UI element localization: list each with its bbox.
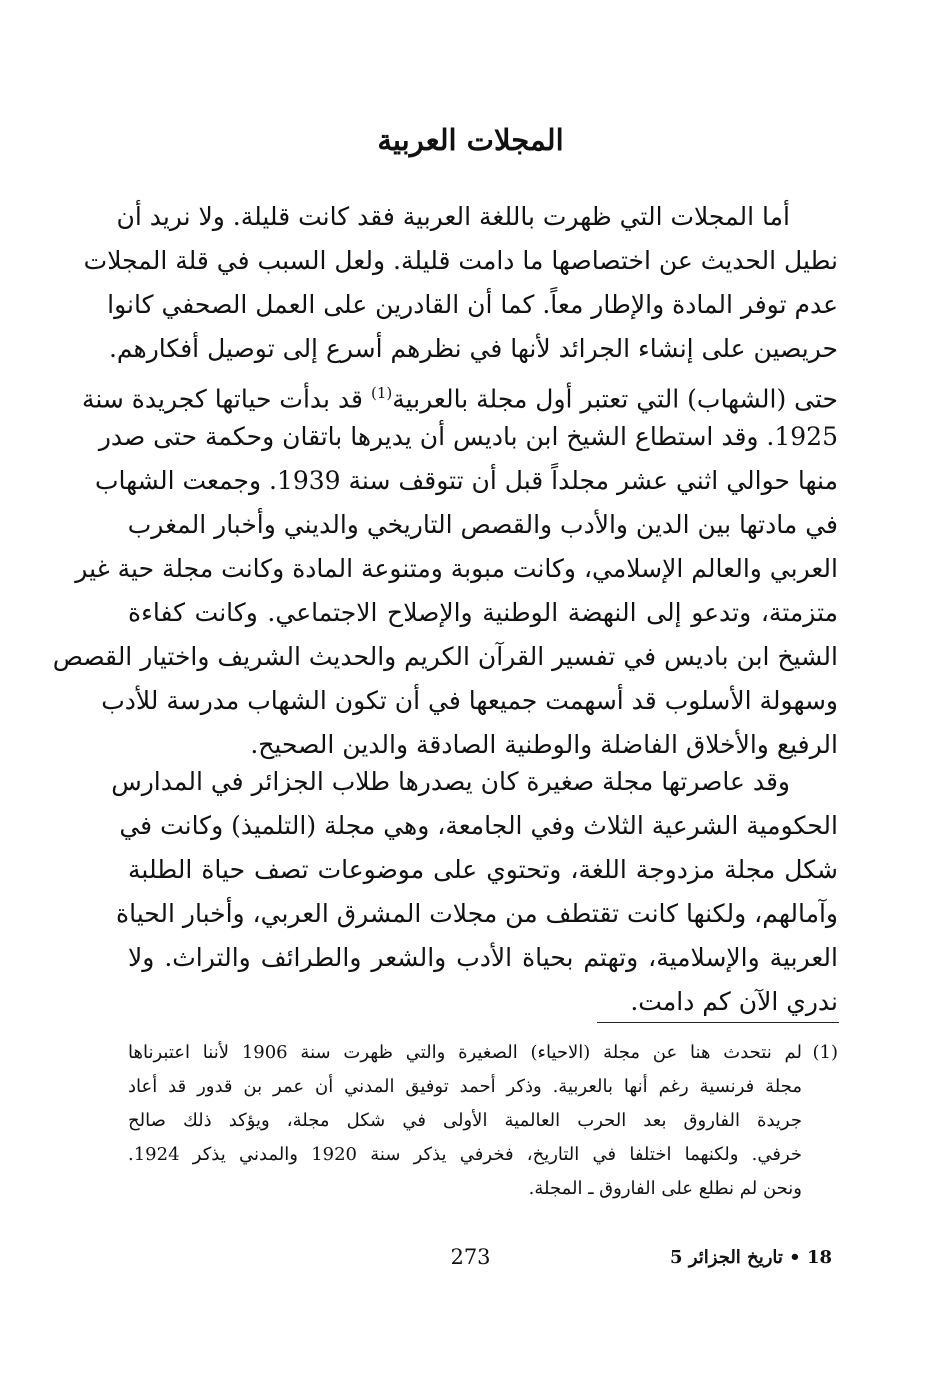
- chapter-heading: المجلات العربية: [377, 123, 564, 157]
- text-line: ندري الآن كم دامت.: [630, 987, 838, 1016]
- footnote-line: ونحن لم نطلع على الفاروق ـ المجلة.: [528, 1178, 802, 1199]
- text-line: الرفيع والأخلاق الفاضلة والوطنية الصادقة والدين الصحيح.: [250, 730, 838, 759]
- text-line: وقد عاصرتها مجلة صغيرة كان يصدرها طلاب الجزائر في المدارس: [111, 767, 790, 796]
- text-line: الحكومية الشرعية الثلاث وفي الجامعة، وهي مجلة (التلميذ) وكانت في: [119, 811, 838, 840]
- text-line: عدم توفر المادة والإطار معاً. كما أن القادرين على العمل الصحفي كانوا: [107, 290, 838, 319]
- footnote-marker: (1): [812, 1042, 838, 1063]
- running-footer: 18 • تاريخ الجزائر 5: [670, 1247, 832, 1268]
- text-line: شكل مجلة مزدوجة اللغة، وتحتوي على موضوعات تصف حياة الطلبة: [128, 855, 838, 884]
- footnote-line: مجلة فرنسية رغم أنها بالعربية. وذكر أحمد توفيق المدني أن عمر بن قدور قد أعاد: [128, 1076, 802, 1097]
- paragraph-2: [111, 760, 838, 1024]
- footnote-line: [128, 1036, 838, 1070]
- footnote-reference[interactable]: (1): [370, 384, 393, 402]
- paragraph-1: [52, 195, 838, 767]
- text-line: متزمتة، وتدعو إلى النهضة الوطنية والإصلاح الاجتماعي. وكانت كفاءة: [128, 598, 838, 627]
- footnote-separator: [597, 1022, 839, 1023]
- footnote-text: لم نتحدث هنا عن مجلة (الاحياء) الصغيرة والتي ظهرت سنة 1906 لأننا اعتبرناها: [128, 1042, 802, 1063]
- text-line: العربي والعالم الإسلامي، وكانت مبوبة ومتنوعة المادة وكانت مجلة حية غير: [75, 554, 838, 583]
- text-line: في مادتها بين الدين والأدب والقصص التاريخي والديني وأخبار المغرب: [127, 510, 838, 539]
- text-line: نطيل الحديث عن اختصاصها ما دامت قليلة. ولعل السبب في قلة المجلات: [83, 246, 838, 275]
- text-line: حريصين على إنشاء الجرائد لأنها في نظرهم أسرع إلى توصيل أفكارهم.: [108, 334, 838, 363]
- line-text-part: حتى (الشهاب) التي تعتبر أول مجلة بالعربية: [392, 384, 838, 414]
- footnote-line: جريدة الفاروق بعد الحرب العالمية الأولى في شكل مجلة، ويؤكد ذلك صالح: [128, 1110, 802, 1131]
- line-text-part: قد بدأت حياتها كجريدة سنة: [81, 384, 364, 414]
- text-line: وسهولة الأسلوب قد أسهمت جميعها في أن تكون الشهاب مدرسة للأدب: [101, 686, 838, 715]
- footnote: [128, 1036, 838, 1206]
- footnote-line: خرفي. ولكنهما اختلفا في التاريخ، فخرفي يذكر سنة 1920 والمدني يذكر 1924.: [128, 1144, 803, 1165]
- text-line: الشيخ ابن باديس في تفسير القرآن الكريم والحديث الشريف واختيار القصص: [52, 642, 838, 671]
- text-line: 1925. وقد استطاع الشيخ ابن باديس أن يديرها باتقان وحكمة حتى صدر: [98, 422, 838, 451]
- text-line: أما المجلات التي ظهرت باللغة العربية فقد كانت قليلة. ولا نريد أن: [116, 202, 790, 231]
- text-line-with-footnote: [81, 371, 838, 415]
- text-line: منها حوالي اثني عشر مجلداً قبل أن تتوقف سنة 1939. وجمعت الشهاب: [94, 466, 838, 495]
- text-line: العربية والإسلامية، وتهتم بحياة الأدب والشعر والطرائف والتراث. ولا: [128, 943, 838, 972]
- page-number: 273: [450, 1245, 491, 1269]
- text-line: وآمالهم، ولكنها كانت تقتطف من مجلات المشرق العربي، وأخبار الحياة: [116, 899, 838, 928]
